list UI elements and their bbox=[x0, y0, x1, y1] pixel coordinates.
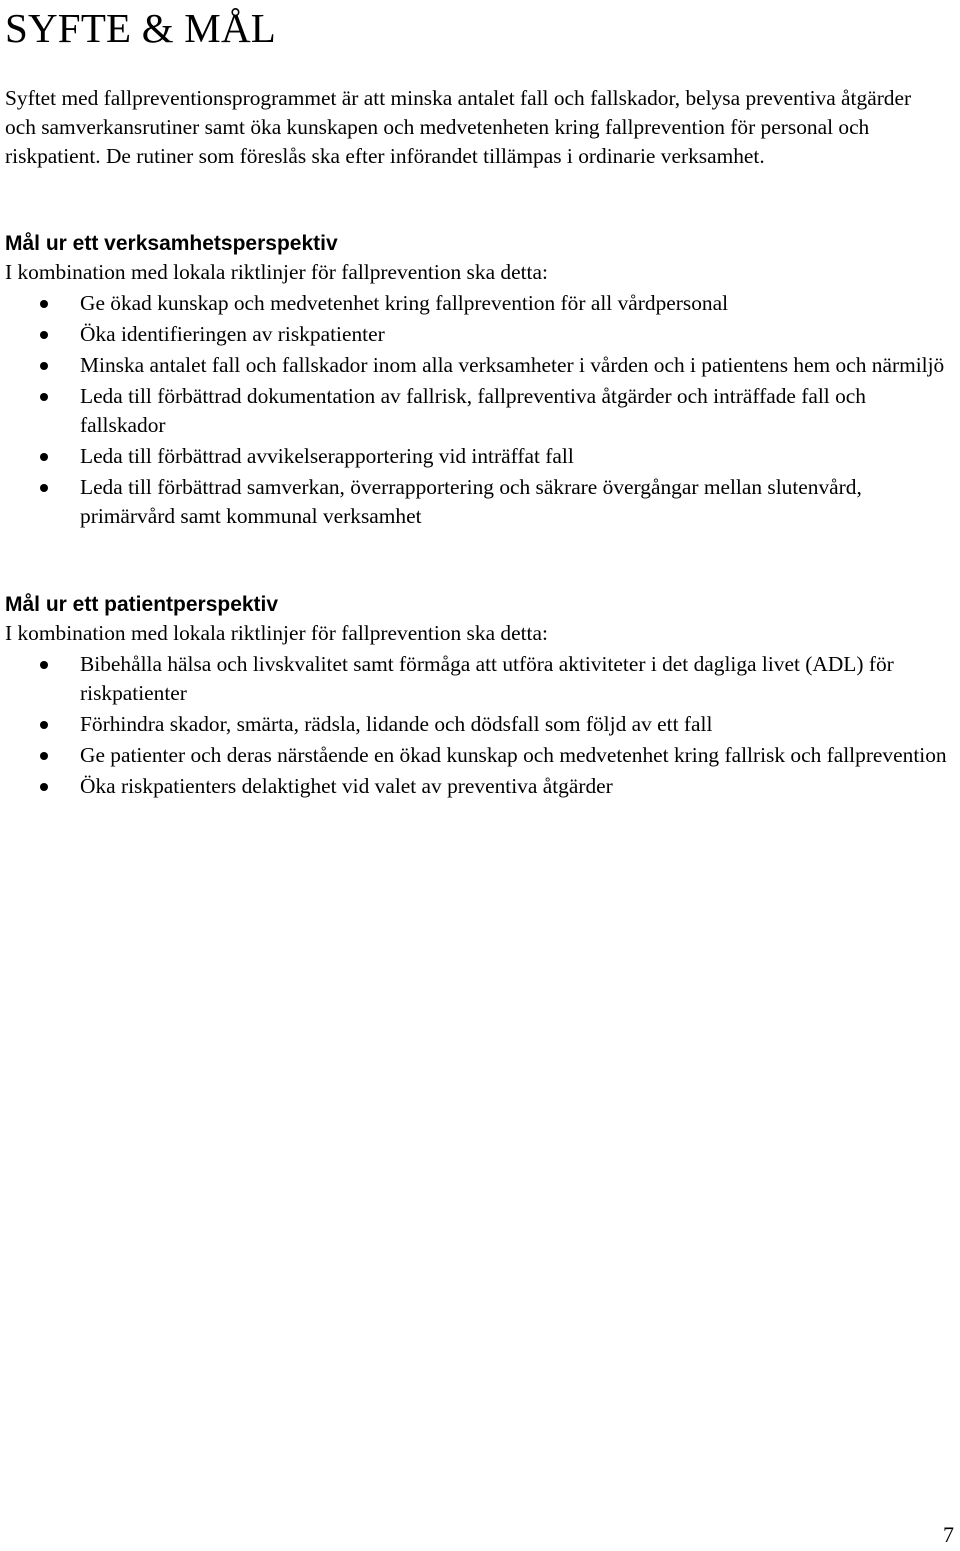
bullet-icon bbox=[40, 453, 48, 461]
page-number: 7 bbox=[943, 1522, 954, 1547]
list-item bbox=[0, 289, 960, 318]
list-item bbox=[0, 710, 960, 739]
bullet-icon bbox=[40, 362, 48, 370]
bullet-icon bbox=[40, 300, 48, 308]
list-item-text: Leda till förbättrad dokumentation av fallrisk, fallpreventiva åtgärder och inträffade fall och fallskador bbox=[80, 384, 866, 437]
list-item bbox=[0, 320, 960, 349]
list-item bbox=[0, 473, 960, 531]
section-heading-verksamhet: Mål ur ett verksamhetsperspektiv bbox=[5, 232, 338, 255]
section-heading-patient: Mål ur ett patientperspektiv bbox=[5, 593, 279, 616]
list-item-text: Förhindra skador, smärta, rädsla, lidande och dödsfall som följd av ett fall bbox=[80, 712, 713, 736]
section-lead: I kombination med lokala riktlinjer för fallprevention ska detta: bbox=[5, 621, 548, 645]
bullet-icon bbox=[40, 331, 48, 339]
bullet-icon bbox=[40, 752, 48, 760]
goal-list-verksamhet bbox=[0, 289, 960, 533]
list-item-text: Leda till förbättrad samverkan, överrapportering och säkrare övergångar mellan slutenvård, primärvård samt kommunal verksamhet bbox=[80, 475, 862, 528]
bullet-icon bbox=[40, 783, 48, 791]
list-item-text: Minska antalet fall och fallskador inom alla verksamheter i vården och i patientens hem och närmiljö bbox=[80, 353, 945, 377]
list-item bbox=[0, 351, 960, 380]
list-item-text: Leda till förbättrad avvikelserapportering vid inträffat fall bbox=[80, 444, 574, 468]
goal-list-patient bbox=[0, 650, 960, 803]
list-item-text: Öka riskpatienters delaktighet vid valet av preventiva åtgärder bbox=[80, 774, 613, 798]
list-item-text: Öka identifieringen av riskpatienter bbox=[80, 322, 385, 346]
bullet-icon bbox=[40, 721, 48, 729]
list-item bbox=[0, 772, 960, 801]
bullet-icon bbox=[40, 484, 48, 492]
list-item-text: Ge patienter och deras närstående en ökad kunskap och medvetenhet kring fallrisk och fallprevention bbox=[80, 743, 947, 767]
intro-paragraph: Syftet med fallpreventionsprogrammet är att minska antalet fall och fallskador, belysa preventiva åtgärder och samverkansrutiner samt öka kunskapen och medvetenheten kring fallprevention för personal och riskpatient. De rutiner som föreslås ska efter införandet tillämpas i ordinarie verksamhet. bbox=[5, 86, 912, 168]
list-item bbox=[0, 650, 960, 708]
bullet-icon bbox=[40, 661, 48, 669]
page-title: SYFTE & MÅL bbox=[5, 5, 277, 51]
list-item bbox=[0, 442, 960, 471]
bullet-icon bbox=[40, 393, 48, 401]
list-item bbox=[0, 382, 960, 440]
list-item-text: Bibehålla hälsa och livskvalitet samt förmåga att utföra aktiviteter i det dagliga livet (ADL) för riskpatienter bbox=[80, 652, 894, 705]
section-lead: I kombination med lokala riktlinjer för fallprevention ska detta: bbox=[5, 260, 548, 284]
list-item-text: Ge ökad kunskap och medvetenhet kring fallprevention för all vårdpersonal bbox=[80, 291, 729, 315]
list-item bbox=[0, 741, 960, 770]
